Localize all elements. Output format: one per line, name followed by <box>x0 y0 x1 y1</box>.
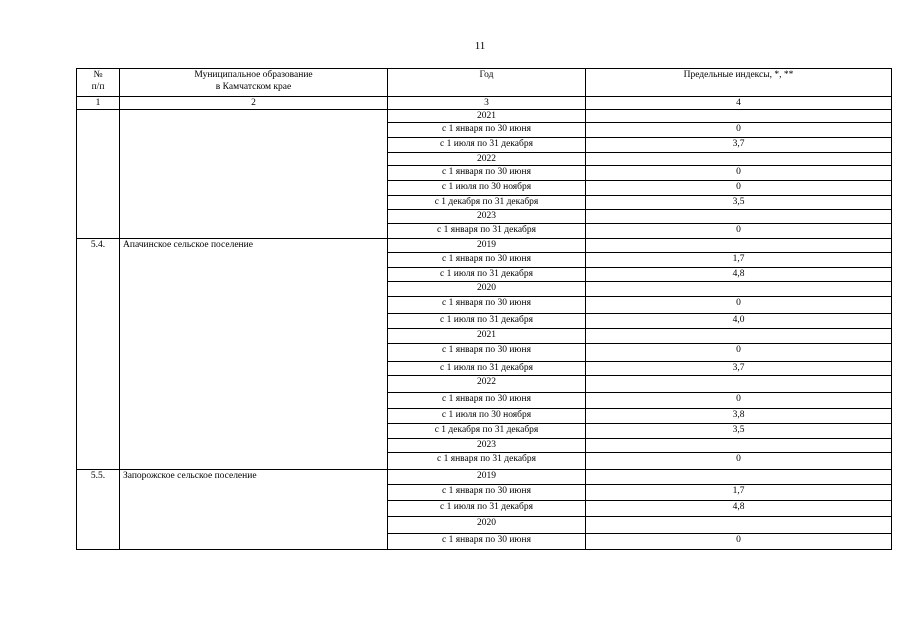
index-value-cell: 0 <box>586 297 892 314</box>
index-value-cell <box>586 110 892 123</box>
period-cell: с 1 декабря по 31 декабря <box>388 196 586 210</box>
period-cell: с 1 декабря по 31 декабря <box>388 424 586 439</box>
header-name-line1: Муниципальное образование <box>194 70 313 80</box>
row-number-cell: 5.5. <box>77 470 120 550</box>
period-cell: с 1 января по 30 июня <box>388 253 586 268</box>
index-value-cell: 3,5 <box>586 196 892 210</box>
index-value-cell: 0 <box>586 181 892 196</box>
municipality-cell <box>120 110 388 239</box>
header-num-line2: п/п <box>91 82 105 92</box>
column-number-row <box>77 97 892 110</box>
index-value-cell: 4,8 <box>586 268 892 282</box>
index-value-cell: 3,5 <box>586 424 892 439</box>
index-value-cell <box>586 517 892 534</box>
period-cell: с 1 января по 30 июня <box>388 166 586 181</box>
period-cell: с 1 января по 30 июня <box>388 485 586 501</box>
municipality-cell: Апачинское сельское поселение <box>120 239 388 470</box>
index-value-cell: 1,7 <box>586 485 892 501</box>
municipality-cell: Запорожское сельское поселение <box>120 470 388 550</box>
header-index: Предельные индексы, *, ** <box>586 69 892 97</box>
index-value-cell: 0 <box>586 344 892 362</box>
period-cell: 2020 <box>388 517 586 534</box>
col-number: 1 <box>77 97 120 110</box>
period-cell: с 1 июля по 31 декабря <box>388 501 586 517</box>
period-cell: 2020 <box>388 282 586 297</box>
period-cell: 2022 <box>388 153 586 166</box>
table-row <box>77 110 892 123</box>
index-value-cell: 0 <box>586 224 892 239</box>
index-value-cell: 3,8 <box>586 409 892 424</box>
index-value-cell: 0 <box>586 393 892 409</box>
indices-table <box>76 68 892 550</box>
index-value-cell: 0 <box>586 534 892 550</box>
period-cell: 2019 <box>388 470 586 485</box>
index-value-cell <box>586 239 892 253</box>
index-value-cell <box>586 439 892 453</box>
period-cell: 2022 <box>388 376 586 393</box>
index-value-cell <box>586 470 892 485</box>
header-name <box>120 69 388 97</box>
index-value-cell: 0 <box>586 453 892 470</box>
col-number: 2 <box>120 97 388 110</box>
period-cell: 2021 <box>388 110 586 123</box>
table-row <box>77 239 892 253</box>
period-cell: с 1 января по 31 декабря <box>388 224 586 239</box>
table-row <box>77 470 892 485</box>
index-value-cell: 0 <box>586 166 892 181</box>
index-value-cell <box>586 329 892 344</box>
index-value-cell <box>586 376 892 393</box>
header-year: Год <box>388 69 586 97</box>
index-value-cell <box>586 282 892 297</box>
period-cell: 2023 <box>388 210 586 224</box>
index-value-cell: 0 <box>586 123 892 138</box>
period-cell: с 1 января по 30 июня <box>388 534 586 550</box>
page-number: 11 <box>474 40 486 52</box>
col-number: 3 <box>388 97 586 110</box>
period-cell: 2023 <box>388 439 586 453</box>
period-cell: 2019 <box>388 239 586 253</box>
period-cell: с 1 января по 30 июня <box>388 344 586 362</box>
row-number-cell: 5.4. <box>77 239 120 470</box>
col-number: 4 <box>586 97 892 110</box>
index-value-cell: 4,8 <box>586 501 892 517</box>
header-num-line1: № <box>93 70 103 80</box>
period-cell: с 1 января по 31 декабря <box>388 453 586 470</box>
row-number-cell <box>77 110 120 239</box>
period-cell: с 1 января по 30 июня <box>388 123 586 138</box>
index-value-cell <box>586 153 892 166</box>
header-num <box>77 69 120 97</box>
table-header-row <box>77 69 892 97</box>
period-cell: с 1 июля по 31 декабря <box>388 138 586 153</box>
period-cell: с 1 января по 30 июня <box>388 393 586 409</box>
period-cell: 2021 <box>388 329 586 344</box>
period-cell: с 1 июля по 30 ноября <box>388 409 586 424</box>
index-value-cell: 3,7 <box>586 362 892 376</box>
period-cell: с 1 июля по 31 декабря <box>388 362 586 376</box>
header-name-line2: в Камчатском крае <box>215 82 292 92</box>
period-cell: с 1 января по 30 июня <box>388 297 586 314</box>
index-value-cell: 4,0 <box>586 314 892 329</box>
period-cell: с 1 июля по 31 декабря <box>388 268 586 282</box>
index-value-cell <box>586 210 892 224</box>
period-cell: с 1 июля по 30 ноября <box>388 181 586 196</box>
index-value-cell: 1,7 <box>586 253 892 268</box>
period-cell: с 1 июля по 31 декабря <box>388 314 586 329</box>
index-value-cell: 3,7 <box>586 138 892 153</box>
